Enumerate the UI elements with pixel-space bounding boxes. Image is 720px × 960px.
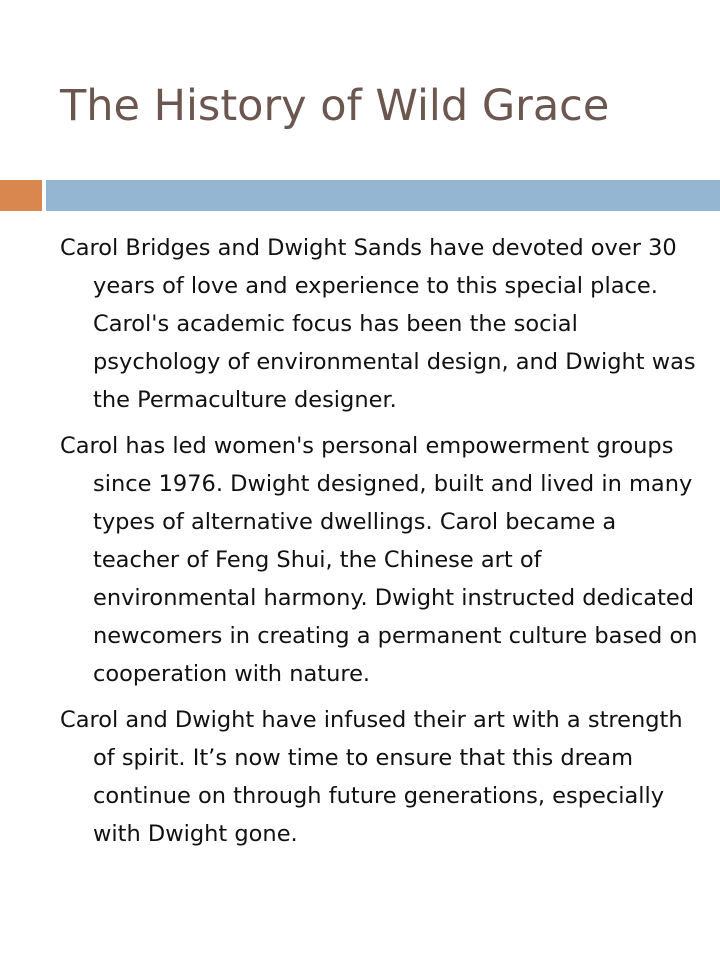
accent-bar-blue <box>46 180 720 211</box>
paragraph-1: Carol Bridges and Dwight Sands have devoted over 30 years of love and experience to this special place. Carol's academic focus has been the social psychology of environmental design, and Dwight was the Permaculture designer. <box>60 235 696 413</box>
paragraph-3: Carol and Dwight have infused their art with a strength of spirit. It’s now time to ensure that this dream continue on through future generations, especially with Dwight gone. <box>60 707 683 847</box>
accent-bar-orange <box>0 180 42 211</box>
slide-body <box>60 229 700 861</box>
paragraph-2: Carol has led women's personal empowerment groups since 1976. Dwight designed, built and lived in many types of alternative dwellings. Carol became a teacher of Feng Shui, the Chinese art of environmental harmony. Dwight instructed dedicated newcomers in creating a permanent culture based on cooperation with nature. <box>60 433 698 687</box>
slide-title: The History of Wild Grace <box>60 81 610 131</box>
